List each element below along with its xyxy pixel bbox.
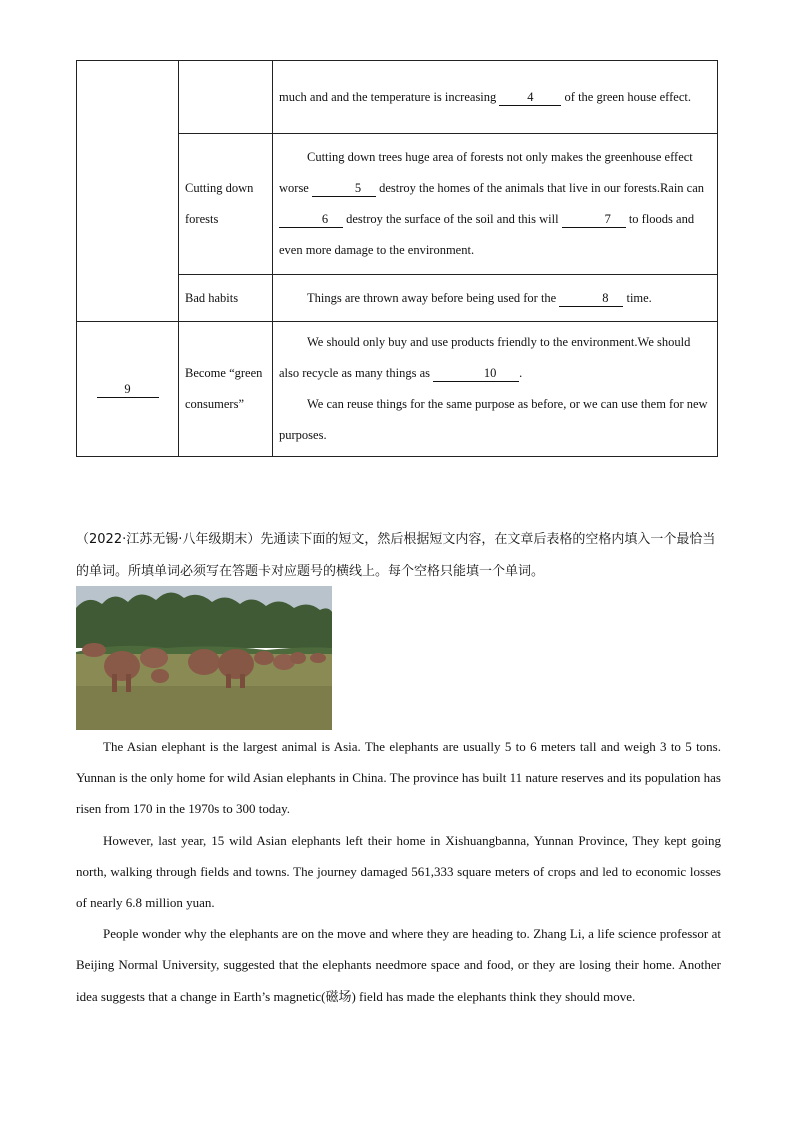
cell-paragraph: [279, 327, 711, 389]
blank-5: 5: [312, 180, 376, 197]
text-segment: of the green house effect.: [561, 89, 691, 104]
table-row: [77, 61, 718, 134]
blank-9: 9: [97, 381, 159, 398]
table-cell-empty: [179, 61, 273, 134]
table-cell-empty: [77, 61, 179, 322]
text-segment: Things are thrown away before being used for the: [307, 290, 560, 305]
reading-passage: [76, 731, 721, 1012]
table-cell-text: [273, 134, 718, 275]
blank-8: 8: [559, 290, 623, 307]
table-cell-blank: [77, 322, 179, 457]
table-cell-text: [273, 61, 718, 134]
text-segment: destroy the homes of the animals that live in our forests.Rain can: [375, 181, 705, 195]
table-row: [77, 322, 718, 457]
blank-10: 10: [433, 365, 519, 382]
row-label: Bad habits: [179, 275, 273, 322]
text-segment: .: [519, 366, 523, 380]
elephant-herd-illustration: [76, 586, 332, 730]
passage-paragraph: The Asian elephant is the largest animal is Asia. The elephants are usually 5 to 6 meters tall and weigh 3 to 5 tons. Yunnan is the only home for wild Asian elephants in China. The province has built 11 nature reserves and its population has risen from 170 in the 1970s to 300 today.: [76, 739, 721, 817]
blank-7: 7: [562, 211, 626, 228]
table-cell-text: [273, 275, 718, 322]
cell-paragraph: We can reuse things for the same purpose as before, or we can use them for new purposes.: [279, 397, 708, 442]
table-cell-text: [273, 322, 718, 457]
text-segment: Cutting down trees huge area of forests not only makes the greenhouse effect worse: [279, 150, 693, 195]
text-segment: destroy the surface of the soil and this will: [343, 212, 562, 226]
blank-4: 4: [499, 89, 561, 106]
blank-6: 6: [279, 211, 343, 228]
text-segment: much and and the temperature is increasing: [279, 89, 500, 104]
cloze-table: [76, 60, 718, 457]
row-label: Cutting down forests: [179, 134, 273, 275]
exercise-instructions: （2022·江苏无锡·八年级期末）先通读下面的短文，然后根据短文内容，在文章后表格的空格内填入一个最恰当的单词。所填单词必须写在答题卡对应题号的横线上。每个空格只能填一个单词。: [76, 532, 716, 579]
text-segment: time.: [623, 290, 652, 305]
elephant-herd-photo: [76, 586, 332, 730]
text-segment: We should only buy and use products friendly to the environment.We should also recycle as many things as: [279, 335, 691, 380]
row-label: Become “green consumers”: [179, 322, 273, 457]
passage-paragraph: However, last year, 15 wild Asian elephants left their home in Xishuangbanna, Yunnan Province, They kept going north, walking through fields and towns. The journey damaged 561,333 square meters of crops and led to economic losses of nearly 6.8 million yuan.: [76, 832, 721, 911]
text-segment: to floods and even more damage to the environment.: [279, 212, 695, 257]
passage-paragraph: People wonder why the elephants are on the move and where they are heading to. Zhang Li, a life science professor at Beijing Normal University, suggested that the elephants needmore space and food, or they are losing their home. Another idea suggests that a change in Earth’s magnetic(磁场) field has made the elephants think they should move.: [76, 926, 721, 1004]
